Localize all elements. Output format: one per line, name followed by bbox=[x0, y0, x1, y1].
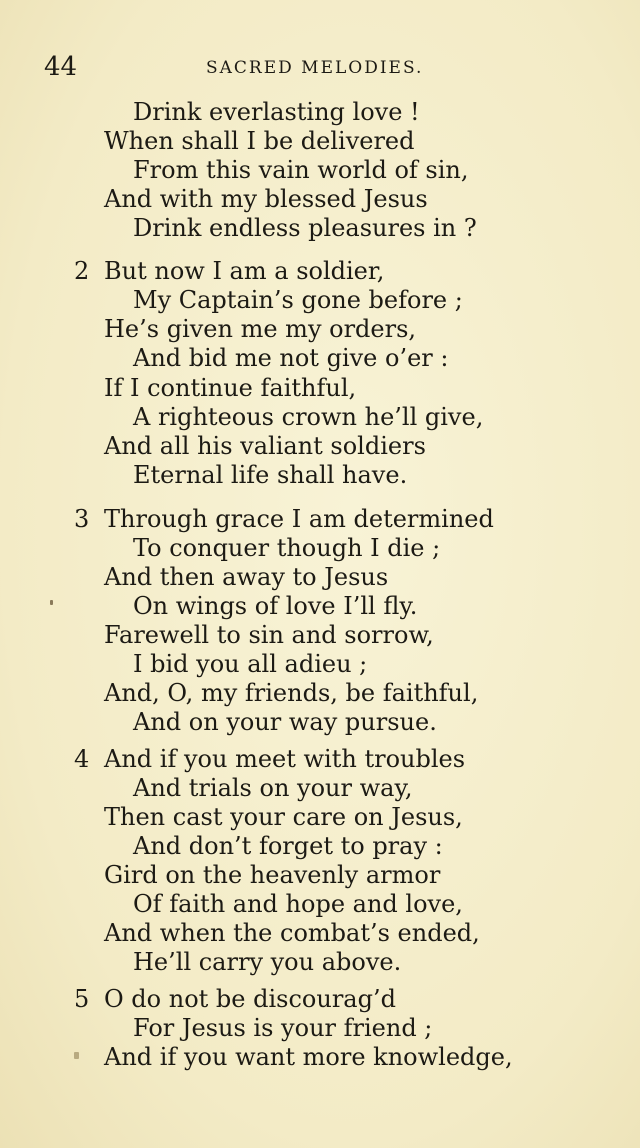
running-title: SACRED MELODIES. bbox=[206, 58, 424, 78]
verse-line: And if you meet with troubles bbox=[104, 745, 466, 773]
stanza-number: 3 bbox=[74, 505, 90, 533]
verse-line: Gird on the heavenly armor bbox=[104, 861, 441, 889]
verse-line: On wings of love I’ll fly. bbox=[133, 592, 418, 620]
verse-line: My Captain’s gone before ; bbox=[133, 286, 463, 314]
verse-line: For Jesus is your friend ; bbox=[133, 1014, 433, 1042]
verse-line: And, O, my friends, be faithful, bbox=[104, 679, 479, 707]
verse-line: And don’t forget to pray : bbox=[133, 832, 443, 860]
verse-line: And trials on your way, bbox=[133, 774, 413, 802]
verse-line: And with my blessed Jesus bbox=[104, 185, 428, 213]
verse-line: Drink endless pleasures in ? bbox=[133, 214, 477, 242]
paper-speck bbox=[50, 600, 53, 605]
stanza-number: 4 bbox=[74, 745, 90, 773]
verse-line: And on your way pursue. bbox=[133, 708, 437, 736]
verse-line: He’s given me my orders, bbox=[104, 315, 417, 343]
verse-line: I bid you all adieu ; bbox=[133, 650, 368, 678]
verse-line: He’ll carry you above. bbox=[133, 948, 402, 976]
verse-line: Farewell to sin and sorrow, bbox=[104, 621, 434, 649]
page-number: 44 bbox=[44, 52, 78, 82]
verse-line: Through grace I am determined bbox=[104, 505, 494, 533]
verse-line: And all his valiant soldiers bbox=[104, 432, 426, 460]
verse-line: A righteous crown he’ll give, bbox=[133, 403, 484, 431]
paper-speck bbox=[74, 1052, 79, 1059]
verse-line: And when the combat’s ended, bbox=[104, 919, 480, 947]
verse-line: But now I am a soldier, bbox=[104, 257, 385, 285]
verse-line: When shall I be delivered bbox=[104, 127, 415, 155]
verse-line: Eternal life shall have. bbox=[133, 461, 408, 489]
verse-line: Then cast your care on Jesus, bbox=[104, 803, 463, 831]
verse-line: O do not be discourag’d bbox=[104, 985, 396, 1013]
page-header bbox=[44, 52, 464, 86]
verse-line: If I continue faithful, bbox=[104, 374, 357, 402]
verse-line: Of faith and hope and love, bbox=[133, 890, 463, 918]
verse-line: Drink everlasting love ! bbox=[133, 98, 420, 126]
verse-line: And then away to Jesus bbox=[104, 563, 389, 591]
verse-line: From this vain world of sin, bbox=[133, 156, 469, 184]
verse-line: To conquer though I die ; bbox=[133, 534, 441, 562]
stanza-number: 2 bbox=[74, 257, 90, 285]
verse-line: And bid me not give o’er : bbox=[133, 344, 449, 372]
verse-line: And if you want more knowledge, bbox=[104, 1043, 513, 1071]
stanza-number: 5 bbox=[74, 985, 90, 1013]
